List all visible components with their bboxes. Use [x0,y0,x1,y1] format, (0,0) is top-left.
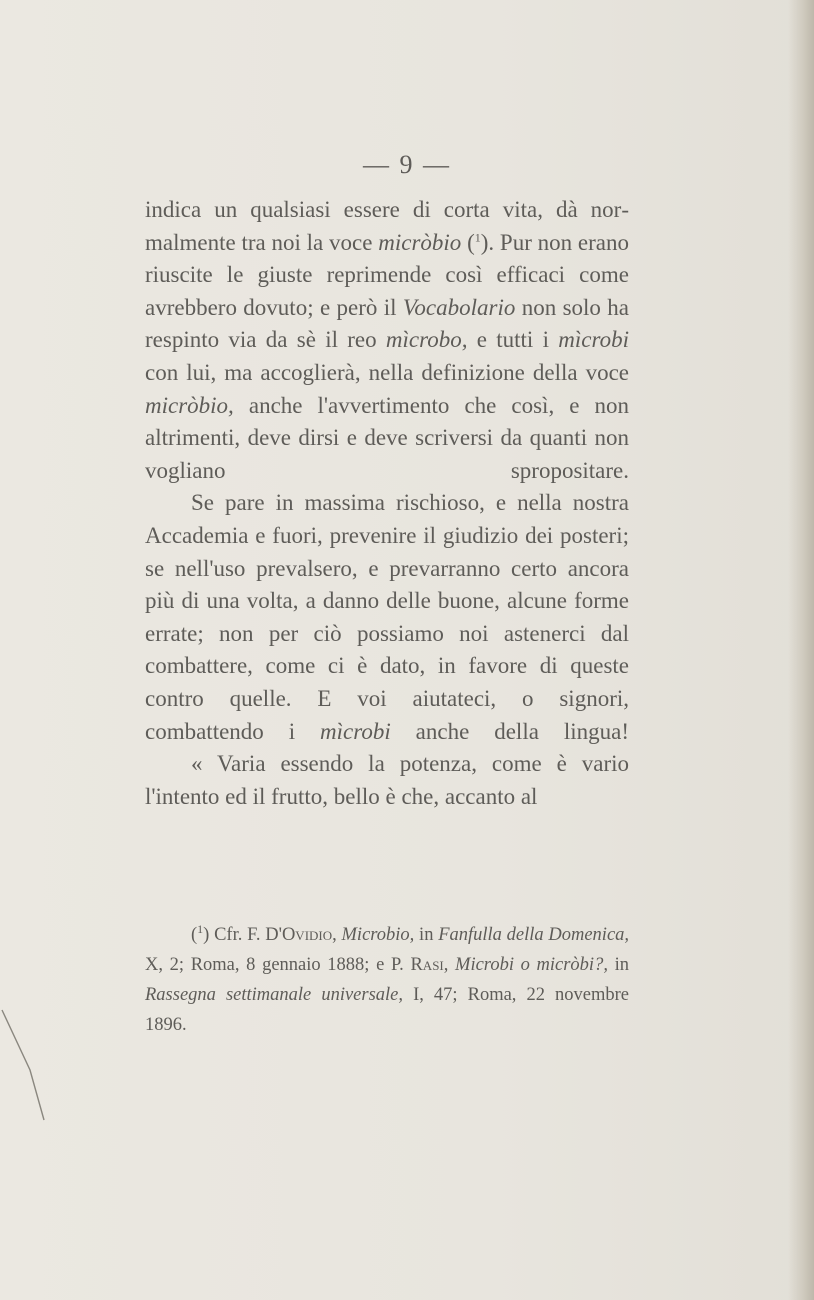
italic-term: micròbio [378,229,462,255]
footnote-ref: 1 [197,921,204,936]
italic-term: mìcrobo, [385,327,468,353]
text-run: ). Pur non erano riuscite le giuste reprimende così efficaci come avrebbero dovuto; e però il [145,229,629,320]
text-run: in [607,955,629,975]
italic-term: mìcrobi [320,718,391,744]
footnote [145,920,629,1040]
italic-term: mìcrobi [558,327,629,353]
footnote-ref: 1 [474,229,481,244]
text-run: anche l'avvertimento che così, e non altrimenti, deve dirsi e deve scriversi da quanti non vogliano spropositare. [145,392,629,483]
italic-term: Vocabolario [402,294,516,320]
footnote-block [145,920,629,1040]
text-run: « Varia essendo la potenza, come è vario l'intento ed il frutto, bello è che, accanto al [145,751,629,809]
text-run: Se pare in massima rischioso, e nella nostra Accademia e fuori, prevenire il giudizio dei posteri; se nell'uso prevalsero, e prevarranno certo ancora più di una volta, a danno delle buone, alcune forme errate; non per ciò possiamo noi astenerci dal combattere, come ci è dato, in favore di queste contro quelle. E voi aiutateci, o signori, combattendo i [145,490,629,744]
text-run: , [332,925,342,945]
italic-term: Microbi o micròbi?, [455,955,608,975]
main-text [145,194,629,813]
text-run: indica un qualsiasi essere di corta vita, dà normalmente tra noi la voce [145,197,629,255]
text-run: ( [461,229,475,255]
text-run: in [414,925,439,945]
text-run: ( [191,925,198,945]
text-run: e tutti i [467,327,559,353]
text-run: , [443,955,456,975]
page-number: — 9 — [363,150,451,179]
text-run: anche della lingua! [390,718,629,744]
author-name: D'Ovidio [265,925,333,945]
text-run: non solo ha respinto via da sè il reo [145,294,629,353]
paper-crease-mark [0,1000,60,1140]
paragraph [145,194,629,487]
italic-term: Rassegna settimanale universale, [145,985,404,1005]
italic-term: micròbio, [145,392,234,418]
author-name: Rasi [410,955,444,975]
text-run: X, 2; Roma, 8 gennaio 1888; e P. [145,955,411,975]
italic-term: Microbio, [341,925,415,945]
italic-term: Fanfulla della Domenica, [438,925,630,945]
text-run: ) Cfr. F. [203,925,266,945]
text-run: I, 47; Roma, 22 novembre 1896. [145,985,630,1035]
paragraph [145,487,629,748]
page-edge-shadow [788,0,814,1300]
text-run: con lui, ma accoglierà, nella definizione della voce [145,359,629,385]
paragraph [145,748,629,813]
